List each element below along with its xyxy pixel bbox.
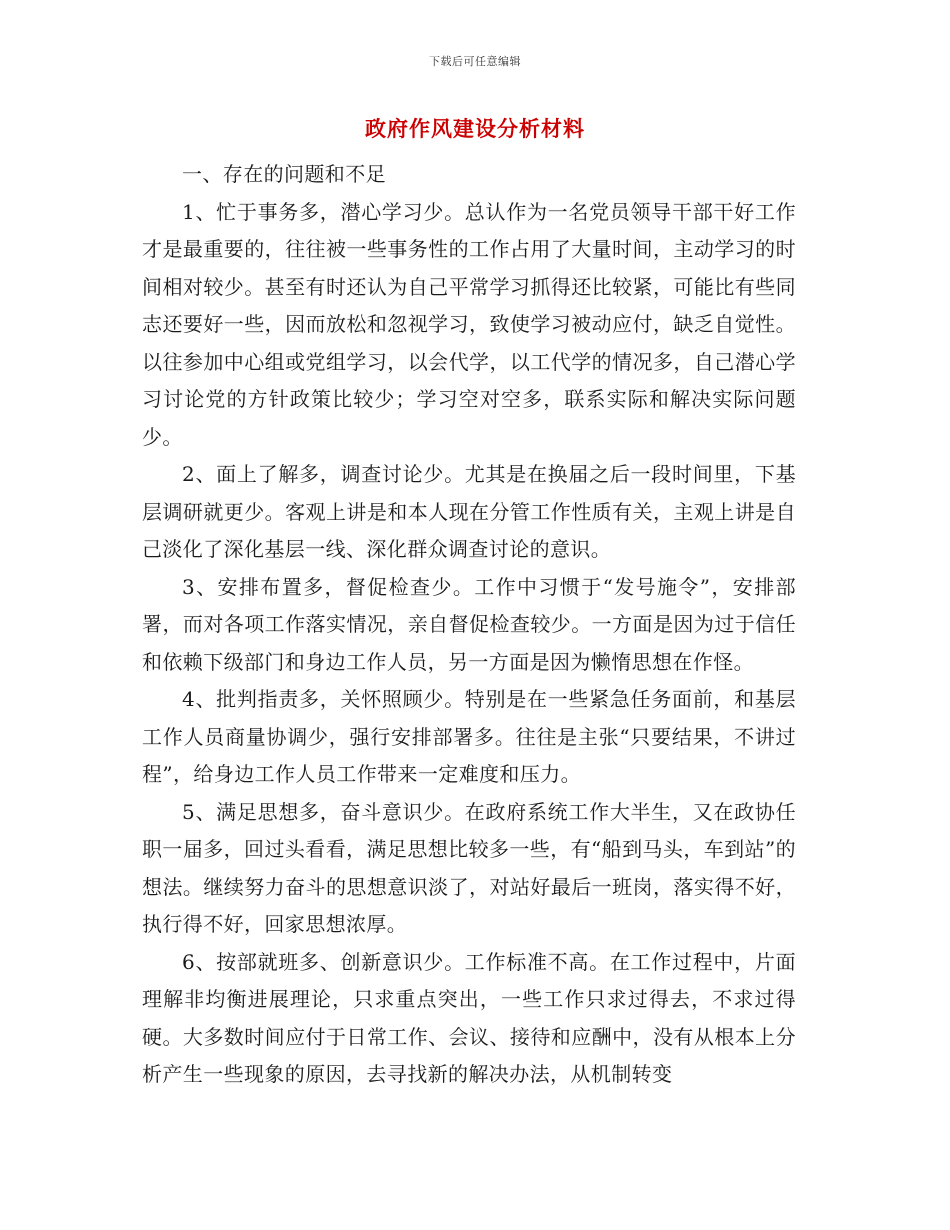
- paragraph: 5、满足思想多，奋斗意识少。在政府系统工作大半生，又在政协任职一届多，回过头看看，满足思想比较多一些，有“船到马头，车到站”的想法。继续努力奋斗的思想意识淡了，对站好最后一班岗，落实得不好，执行得不好，回家思想浓厚。: [142, 799, 796, 936]
- section-heading: 一、存在的问题和不足: [182, 162, 386, 186]
- paragraph: 1、忙于事务多，潜心学习少。总认作为一名党员领导干部干好工作才是最重要的，往往被一些事务性的工作占用了大量时间，主动学习的时间相对较少。甚至有时还认为自己平常学习抓得还比较紧，可能比有些同志还要好一些，因而放松和忽视学习，致使学习被动应付，缺乏自觉性。以往参加中心组或党组学习，以会代学，以工代学的情况多，自己潜心学习讨论党的方针政策比较少；学习空对空多，联系实际和解决实际问题少。: [142, 199, 796, 449]
- paragraph: 2、面上了解多，调查讨论少。尤其是在换届之后一段时间里，下基层调研就更少。客观上讲是和本人现在分管工作性质有关，主观上讲是自己淡化了深化基层一线、深化群众调查讨论的意识。: [142, 462, 796, 561]
- paragraph: 4、批判指责多，关怀照顾少。特别是在一些紧急任务面前，和基层工作人员商量协调少，强行安排部署多。往往是主张“只要结果，不讲过程”，给身边工作人员工作带来一定难度和压力。: [142, 687, 796, 786]
- document-body: [142, 156, 796, 1094]
- paragraph: 6、按部就班多、创新意识少。工作标准不高。在工作过程中，片面理解非均衡进展理论，只求重点突出，一些工作只求过得去，不求过得硬。大多数时间应付于日常工作、会议、接待和应酬中，没有从根本上分析产生一些现象的原因，去寻找新的解决办法，从机制转变: [142, 949, 796, 1086]
- document-title: 政府作风建设分析材料: [365, 116, 585, 141]
- page-header-note: 下载后可任意编辑: [429, 55, 521, 68]
- paragraph: 3、安排布置多，督促检查少。工作中习惯于“发号施令”，安排部署，而对各项工作落实情况，亲自督促检查较少。一方面是因为过于信任和依赖下级部门和身边工作人员，另一方面是因为懒惰思想在作怪。: [142, 574, 796, 674]
